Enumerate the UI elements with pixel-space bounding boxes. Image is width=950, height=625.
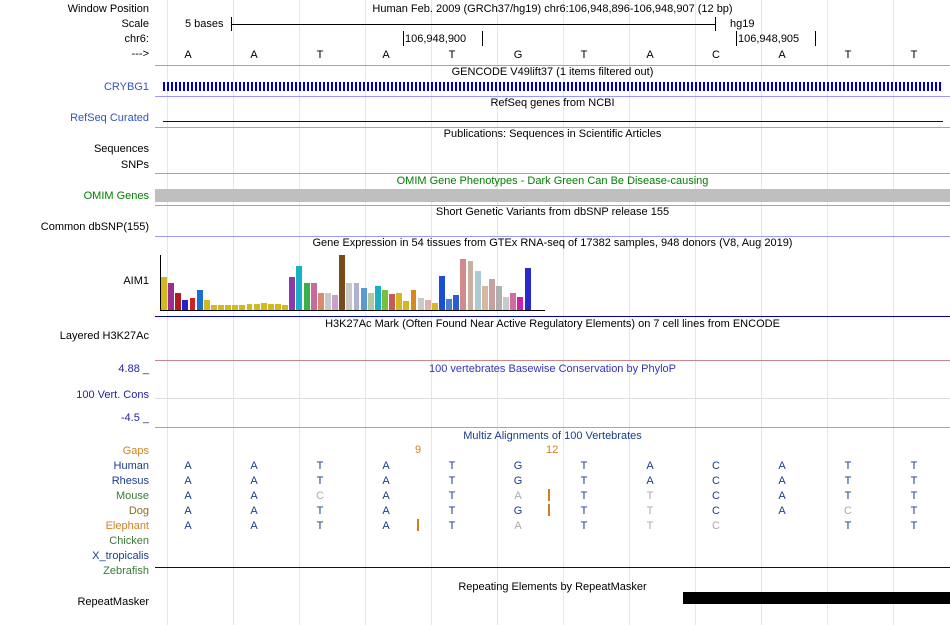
phylop-axis-min: -4.5 _ [120,412,149,424]
gridline [497,0,498,625]
gtex-tissue-bar [361,288,367,310]
multiz-base: A [514,490,522,502]
gtex-tissue-bar [503,297,509,310]
multiz-base: C [316,490,324,502]
multiz-gap-number: 12 [546,444,559,456]
coord-tick-right-b [815,31,816,46]
multiz-base: T [646,505,654,517]
multiz-base: A [250,490,258,502]
gtex-tissue-bar [368,293,374,310]
multiz-base: A [382,520,390,532]
multiz-base: A [250,520,258,532]
gtex-tissue-bar [318,293,324,310]
multiz-base: C [844,505,852,517]
multiz-gaps-label: Gaps [122,445,149,457]
gtex-tissue-bar [289,277,295,310]
window-position-value: Human Feb. 2009 (GRCh37/hg19) chr6:106,948,896-106,948,907 (12 bp) [372,3,733,15]
multiz-insert-marker [417,519,419,531]
window-position-label: Window Position [67,3,149,15]
coord-tick-left-a [403,31,404,46]
species-label-rhesus[interactable]: Rhesus [111,475,149,487]
multiz-base: T [580,505,588,517]
strand-label: ---> [131,48,149,60]
species-label-x-tropicalis[interactable]: X_tropicalis [92,550,149,562]
track-label-sequences[interactable]: Sequences [93,143,149,155]
multiz-base: T [910,490,918,502]
species-label-dog[interactable]: Dog [128,505,149,517]
multiz-base: A [184,475,192,487]
multiz-base: A [778,490,786,502]
gridline [431,0,432,625]
gtex-tissue-bar [439,276,445,310]
gtex-tissue-bar [489,279,495,310]
track-label-aim1[interactable]: AIM1 [123,275,149,287]
multiz-base: A [184,490,192,502]
gtex-tissue-bar [510,293,516,310]
track-label-repeatmasker[interactable]: RepeatMasker [77,596,149,608]
multiz-base: A [514,520,522,532]
multiz-base: T [580,460,588,472]
multiz-base: C [712,460,720,472]
track-label-omim-genes[interactable]: OMIM Genes [83,190,149,202]
gridline [761,0,762,625]
gtex-tissue-bar [496,286,502,310]
multiz-base: A [778,460,786,472]
gtex-tissue-bar [453,295,459,310]
sequence-base: T [844,49,852,61]
dbsnp-track-title: Short Genetic Variants from dbSNP release 155 [435,206,670,218]
gridline [695,0,696,625]
gtex-baseline [160,310,545,311]
multiz-base: A [184,520,192,532]
track-label-snps[interactable]: SNPs [120,159,149,171]
gtex-tissue-bar [204,300,210,310]
gtex-tissue-bar [161,277,167,310]
gtex-tissue-bar [446,299,452,310]
gtex-tissue-bar [339,255,345,310]
gtex-tissue-bar [432,303,438,310]
scale-label: Scale [121,18,149,30]
sequence-base: A [184,49,192,61]
multiz-base: T [580,520,588,532]
track-label-refseq-curated[interactable]: RefSeq Curated [70,112,149,124]
gridline [167,0,168,625]
gridline [563,0,564,625]
gtex-tissue-bar [375,286,381,310]
species-label-zebrafish[interactable]: Zebrafish [103,565,149,577]
multiz-base: G [513,505,523,517]
species-label-human[interactable]: Human [113,460,149,472]
multiz-base: T [448,490,456,502]
track-separator [155,360,950,361]
publications-track-title: Publications: Sequences in Scientific Articles [443,128,662,140]
omim-gene-bar[interactable] [155,189,950,202]
gtex-tissue-bar [296,266,302,310]
multiz-base: T [646,490,654,502]
multiz-base: A [382,460,390,472]
sequence-base: A [778,49,786,61]
gtex-tissue-bar [182,300,188,310]
assembly-label: hg19 [730,18,755,30]
multiz-base: G [513,460,523,472]
multiz-base: A [646,460,654,472]
multiz-base: A [778,505,786,517]
multiz-base: T [316,520,324,532]
track-separator [155,173,950,174]
multiz-base: T [910,520,918,532]
gtex-tissue-bar [346,283,352,310]
gridline [365,0,366,625]
gridline [233,0,234,625]
multiz-track-title: Multiz Alignments of 100 Vertebrates [463,430,642,442]
sequence-base: T [448,49,456,61]
multiz-base: T [844,460,852,472]
multiz-base: A [250,460,258,472]
multiz-base: A [382,505,390,517]
multiz-base: T [844,490,852,502]
coord-tick-right-a [736,31,737,46]
track-area [155,0,950,625]
gtex-tissue-bar [325,293,331,310]
multiz-base: T [910,460,918,472]
repeatmasker-element[interactable] [683,592,950,604]
sequence-base: G [513,49,523,61]
sequence-base: T [910,49,918,61]
gtex-tissue-bar [403,301,409,310]
repeatmasker-track-title: Repeating Elements by RepeatMasker [458,581,647,593]
gtex-tissue-bar [382,290,388,310]
multiz-base: T [316,475,324,487]
multiz-insert-marker [548,504,550,516]
gtex-tissue-bar [332,295,338,310]
multiz-base: T [910,505,918,517]
gtex-tissue-bar [354,283,360,310]
gtex-tissue-bar [175,293,181,310]
gtex-tissue-bar [197,290,203,310]
sequence-base: T [580,49,588,61]
omim-track-title: OMIM Gene Phenotypes - Dark Green Can Be Disease-causing [396,175,709,187]
gridline [827,0,828,625]
phylop-axis-max: 4.88 _ [118,363,149,375]
gtex-tissue-bar [482,286,488,310]
multiz-base: C [712,490,720,502]
gencode-track-title: GENCODE V49lift37 (1 items filtered out) [451,66,654,78]
sequence-base: A [646,49,654,61]
gtex-tissue-bar [517,297,523,310]
multiz-base: G [513,475,523,487]
track-label-100-vert-cons[interactable]: 100 Vert. Cons [76,389,149,401]
gtex-tissue-bar [468,261,474,310]
multiz-base: A [184,460,192,472]
multiz-base: T [844,520,852,532]
species-label-elephant[interactable]: Elephant [105,520,149,532]
track-label-common-dbsnp[interactable]: Common dbSNP(155) [40,221,149,233]
gtex-tissue-bar [475,271,481,310]
sequence-base: T [316,49,324,61]
multiz-base: T [580,490,588,502]
scale-value: 5 bases [185,18,224,30]
multiz-base: A [382,490,390,502]
gtex-tissue-bar [525,268,531,310]
chrom-label: chr6: [124,33,149,45]
multiz-base: A [382,475,390,487]
multiz-base: T [580,475,588,487]
gridline [299,0,300,625]
scale-bar-tick-left [231,17,232,31]
multiz-insert-marker [548,489,550,501]
track-separator [155,316,950,317]
gtex-axis [160,255,161,311]
gtex-tissue-bar [396,293,402,310]
gtex-tissue-bar [304,283,310,310]
gtex-track-title: Gene Expression in 54 tissues from GTEx RNA-seq of 17382 samples, 948 donors (V8, Aug 2019) [312,237,793,249]
track-separator [155,567,950,568]
multiz-base: A [250,475,258,487]
gtex-tissue-bar [168,283,174,310]
track-label-layered-h3k27ac[interactable]: Layered H3K27Ac [59,330,149,342]
species-label-chicken[interactable]: Chicken [109,535,149,547]
gtex-tissue-bar [411,290,417,310]
multiz-base: A [184,505,192,517]
gtex-tissue-bar [261,303,267,310]
gtex-tissue-bar [389,294,395,310]
multiz-base: T [316,505,324,517]
multiz-base: A [778,475,786,487]
multiz-base: T [316,460,324,472]
gridline [893,0,894,625]
multiz-base: T [448,520,456,532]
coordinate-left: 106,948,900 [405,33,467,45]
gtex-tissue-bar [425,300,431,310]
multiz-base: T [448,460,456,472]
track-label-crybg1[interactable]: CRYBG1 [103,81,149,93]
gridline [629,0,630,625]
sequence-base: C [712,49,720,61]
gtex-expression-barchart[interactable] [160,255,545,310]
track-separator [155,427,950,428]
sequence-base: A [250,49,258,61]
refseq-feature-line[interactable] [163,121,943,122]
multiz-base: T [646,520,654,532]
gtex-tissue-bar [311,283,317,310]
phylop-track-title: 100 vertebrates Basewise Conservation by PhyloP [428,363,677,375]
multiz-base: C [712,520,720,532]
coordinate-right: 106,948,905 [738,33,800,45]
multiz-base: A [646,475,654,487]
gtex-tissue-bar [460,259,466,310]
multiz-base: T [448,475,456,487]
gtex-tissue-bar [190,298,196,310]
multiz-gap-number: 9 [415,444,422,456]
multiz-base: T [844,475,852,487]
multiz-base: A [250,505,258,517]
track-label-column [0,0,155,625]
multiz-base: T [448,505,456,517]
gtex-tissue-bar [418,298,424,310]
multiz-base: T [910,475,918,487]
multiz-base: C [712,505,720,517]
species-label-mouse[interactable]: Mouse [115,490,149,502]
multiz-base: C [712,475,720,487]
crybg1-gene-feature[interactable] [163,82,943,91]
coord-tick-left-b [482,31,483,46]
refseq-track-title: RefSeq genes from NCBI [490,97,615,109]
scale-bar-line [231,24,716,25]
scale-bar-tick-right [715,17,716,31]
h3k27ac-track-title: H3K27Ac Mark (Often Found Near Active Regulatory Elements) on 7 cell lines from ENCODE [325,318,780,330]
phylop-conservation-plot[interactable] [155,370,950,410]
sequence-base: A [382,49,390,61]
